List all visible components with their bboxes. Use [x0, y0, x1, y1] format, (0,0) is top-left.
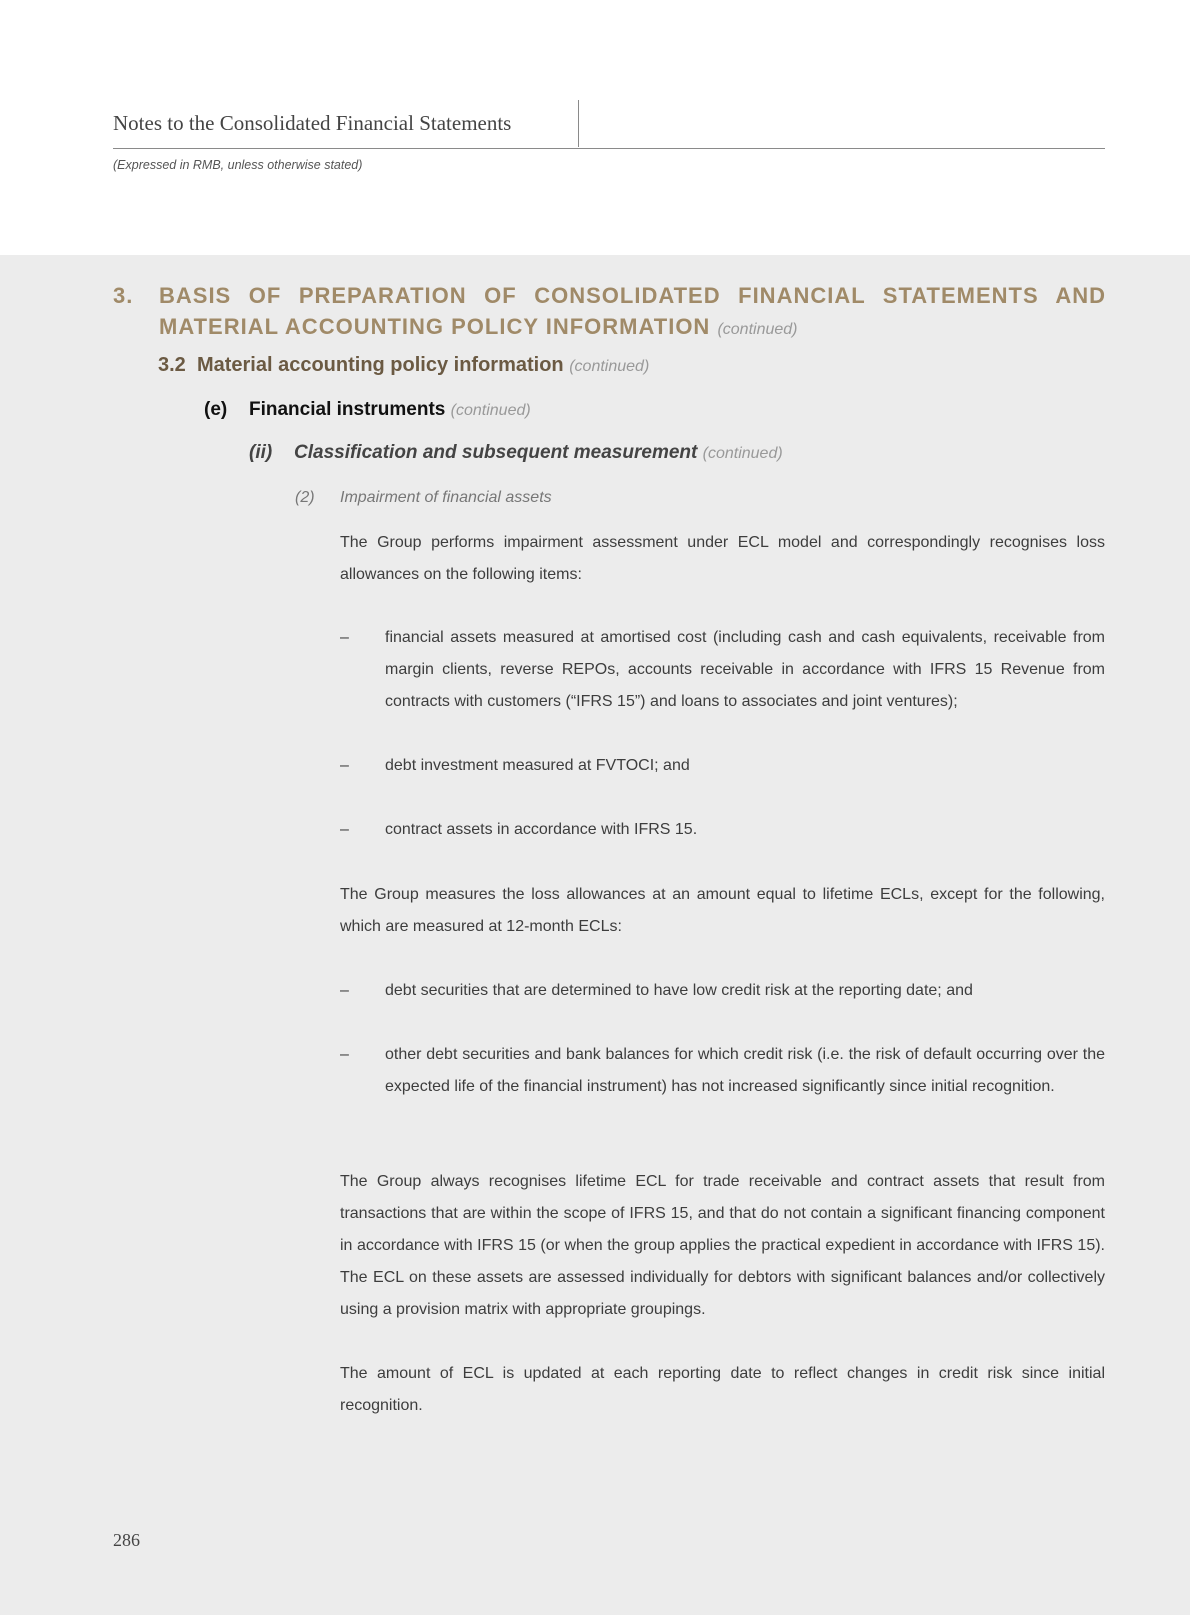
point-title: Impairment of financial assets	[340, 489, 552, 506]
bullet-text: debt securities that are determined to have low credit risk at the reporting date; and	[385, 982, 973, 999]
bullet-dash: –	[340, 757, 349, 774]
bullet-text: other debt securities and bank balances for which credit risk (i.e. the risk of default occurring over the expected life of the financial instrument) has not increased significantly since initial recognition.	[385, 1046, 1105, 1095]
subsection-title: Material accounting policy information	[196, 354, 564, 376]
bullet-text: debt investment measured at FVTOCI; and	[385, 757, 690, 774]
bullet-item	[340, 1039, 1105, 1103]
subitem-heading	[249, 442, 783, 464]
page-number: 286	[113, 1530, 140, 1550]
subsection-number: 3.2	[158, 354, 186, 376]
bullet-dash: –	[340, 982, 349, 999]
bullet-text: contract assets in accordance with IFRS 15.	[385, 821, 698, 838]
bullet-dash: –	[340, 629, 349, 646]
page-header	[113, 100, 1105, 149]
bullet-item	[340, 814, 1105, 846]
bullet-item	[340, 975, 1105, 1007]
paragraph: The Group always recognises lifetime ECL for trade receivable and contract assets that result from transactions that are within the scope of IFRS 15, and that do not contain a significant financing component in accordance with IFRS 15 (or when the group applies the practical expedient in accordance with IFRS 15). The ECL on these assets are assessed individually for debtors with significant balances and/or collectively using a provision matrix with appropriate groupings.	[340, 1173, 1105, 1318]
section-heading	[113, 280, 1106, 345]
bullet-dash: –	[340, 1046, 349, 1063]
section-title: BASIS OF PREPARATION OF CONSOLIDATED FINANCIAL STATEMENTS AND MATERIAL ACCOUNTING POLICY INFORMATION	[159, 283, 1106, 339]
subsection-continued: (continued)	[569, 358, 650, 375]
point-number: (2)	[295, 489, 315, 506]
section-continued: (continued)	[717, 321, 798, 338]
item-title: Financial instruments	[249, 399, 446, 420]
paragraph: The Group measures the loss allowances at an amount equal to lifetime ECLs, except for the following, which are measured at 12-month ECLs:	[340, 886, 1105, 935]
header-subtitle: (Expressed in RMB, unless otherwise stated)	[113, 158, 363, 172]
item-heading	[204, 399, 531, 421]
header-title: Notes to the Consolidated Financial Statements	[113, 111, 512, 135]
header-divider	[578, 100, 579, 147]
section-number: 3.	[113, 283, 134, 308]
bullet-dash: –	[340, 821, 349, 838]
subitem-continued: (continued)	[702, 445, 783, 462]
item-continued: (continued)	[450, 402, 531, 419]
subitem-title: Classification and subsequent measurement	[294, 442, 698, 463]
item-number: (e)	[204, 399, 228, 420]
paragraph: The amount of ECL is updated at each reporting date to reflect changes in credit risk since initial recognition.	[340, 1365, 1105, 1414]
bullet-item	[340, 750, 1105, 782]
bullet-item	[340, 622, 1105, 718]
bullet-text: financial assets measured at amortised cost (including cash and cash equivalents, receivable from margin clients, reverse REPOs, accounts receivable in accordance with IFRS 15 Revenue from contracts with customers (“IFRS 15”) and loans to associates and joint ventures);	[385, 629, 1105, 710]
subsection-heading	[158, 354, 649, 377]
paragraph: The Group performs impairment assessment under ECL model and correspondingly recognises loss allowances on the following items:	[340, 534, 1105, 583]
point-heading	[295, 489, 552, 507]
subitem-number: (ii)	[249, 442, 273, 463]
